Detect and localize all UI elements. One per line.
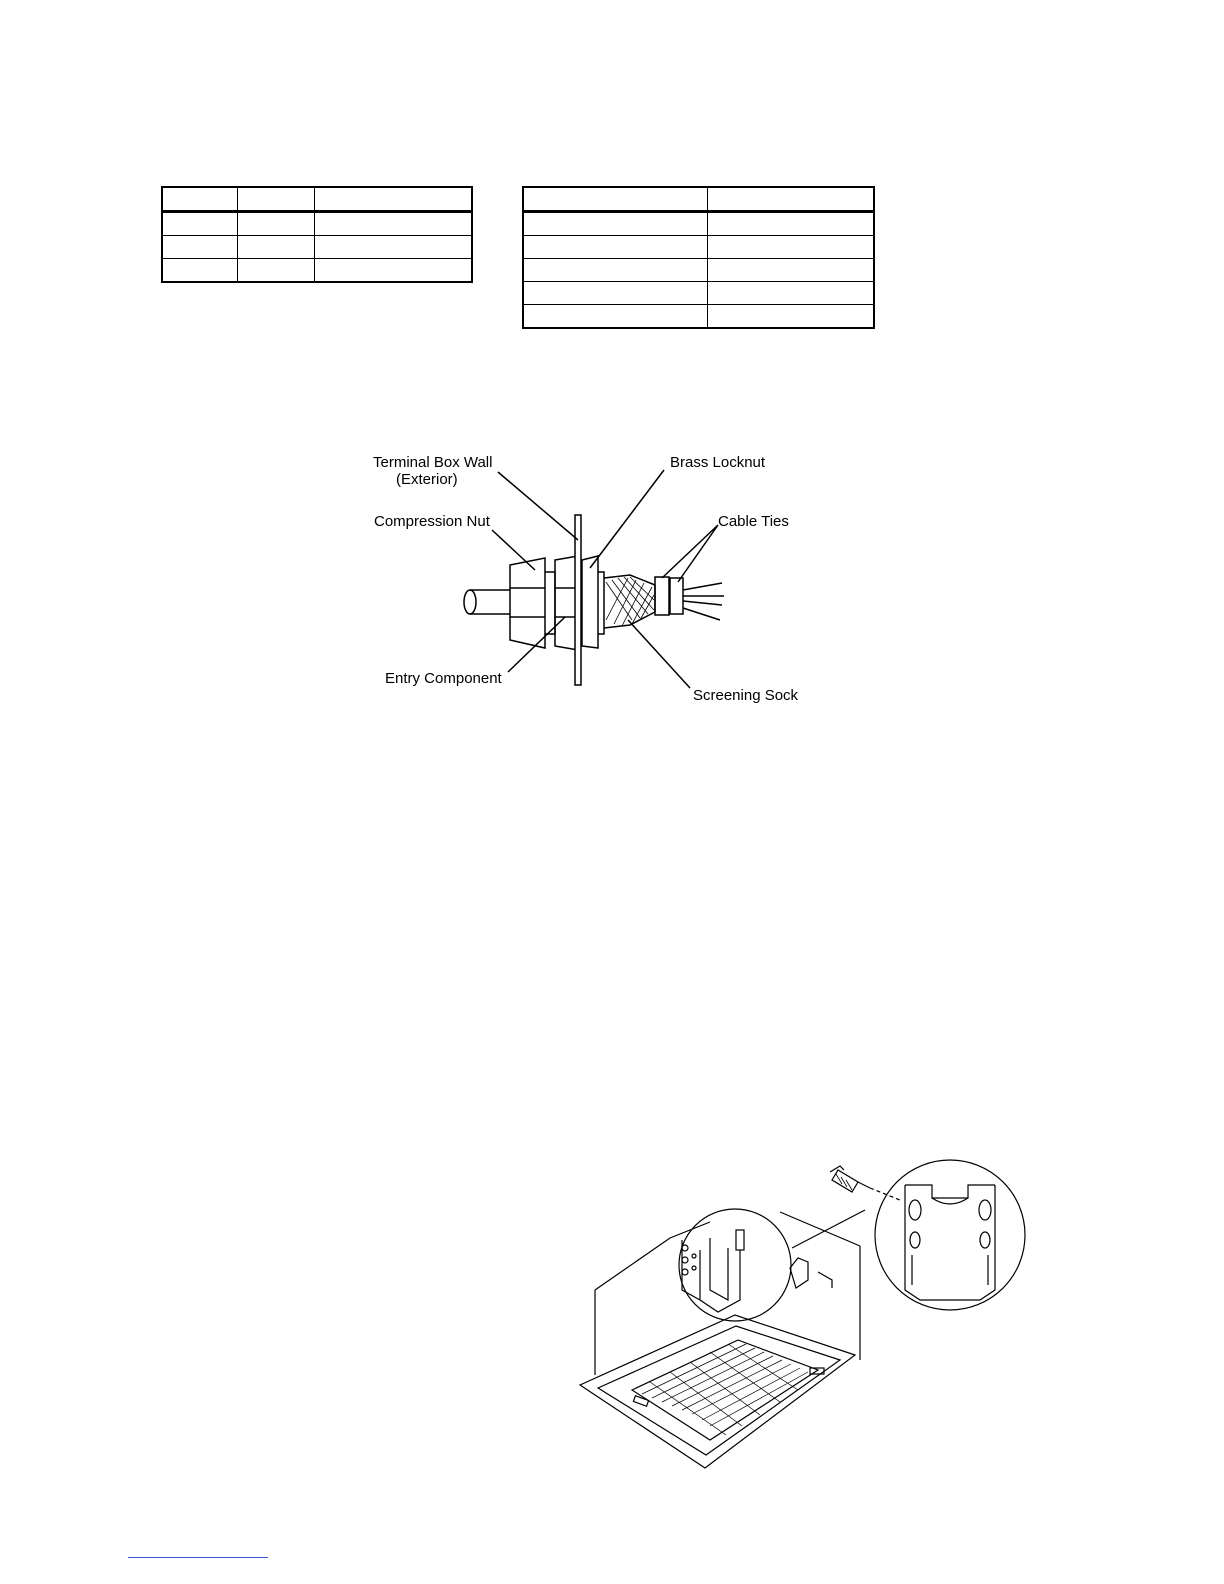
footer-rule: [128, 1557, 268, 1558]
label-brass-locknut: Brass Locknut: [670, 454, 766, 471]
cassette-unit-illustration: [560, 1150, 1030, 1480]
cable-gland-diagram: [0, 0, 1224, 760]
label-exterior: (Exterior): [396, 471, 458, 488]
label-screening-sock: Screening Sock: [693, 687, 799, 704]
label-entry-component: Entry Component: [385, 670, 502, 687]
label-terminal-box-wall: Terminal Box Wall: [373, 454, 493, 471]
label-compression-nut: Compression Nut: [374, 513, 490, 530]
label-cable-ties: Cable Ties: [718, 513, 789, 530]
